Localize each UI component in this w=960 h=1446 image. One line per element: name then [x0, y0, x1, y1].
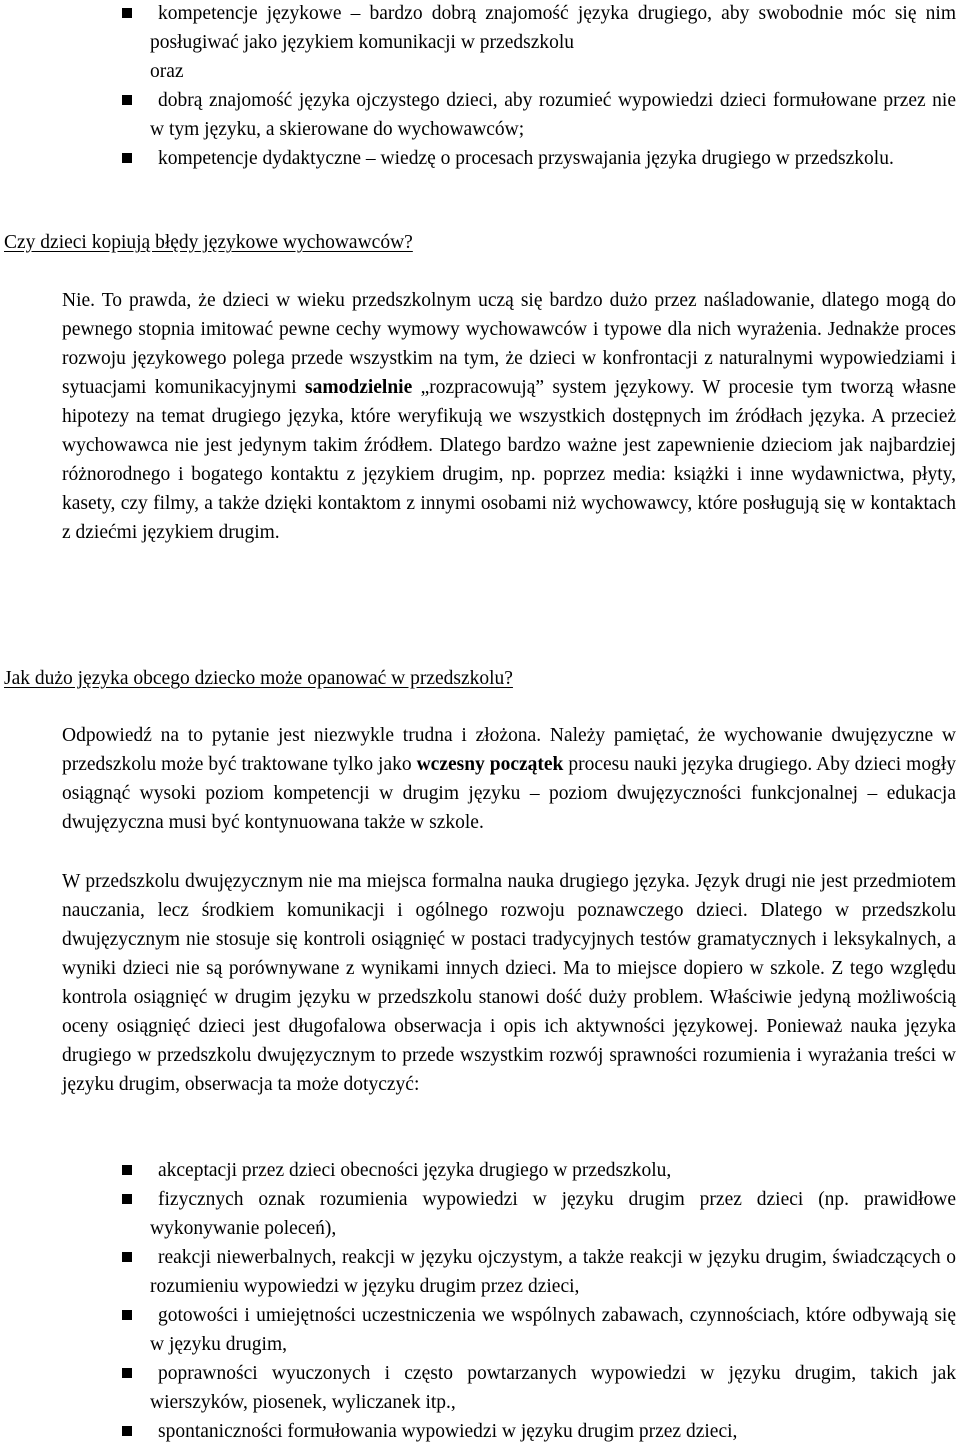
square-bullet-icon	[122, 8, 132, 18]
list-item: dobrą znajomość języka ojczystego dzieci, aby rozumieć wypowiedzi dzieci formułowane przez nie w tym języku, a skierowane do wychowawców;	[0, 86, 960, 144]
list-item: fizycznych oznak rozumienia wypowiedzi w języku drugim przez dzieci (np. prawidłowe wykonywanie poleceń),	[0, 1185, 960, 1243]
list-item: kompetencje językowe – bardzo dobrą znajomość języka drugiego, aby swobodnie móc się nim posługiwać jako językiem komunikacji w przedszkolu	[0, 0, 960, 57]
square-bullet-icon	[122, 95, 132, 105]
square-bullet-icon	[122, 1368, 132, 1378]
list-item: kompetencje dydaktyczne – wiedzę o procesach przyswajania języka drugiego w przedszkolu.	[0, 144, 960, 173]
section-heading: Czy dzieci kopiują błędy językowe wychowawców?	[4, 232, 413, 253]
square-bullet-icon	[122, 1194, 132, 1204]
square-bullet-icon	[122, 1426, 132, 1436]
section-heading: Jak dużo języka obcego dziecko może opanować w przedszkolu?	[4, 668, 513, 689]
list-item: gotowości i umiejętności uczestniczenia we wspólnych zabawach, czynnościach, które odbywają się w języku drugim,	[0, 1301, 960, 1359]
answer-paragraph: Nie. To prawda, że dzieci w wieku przedszkolnym uczą się bardzo dużo przez naśladowanie, dlatego mogą do pewnego stopnia imitować pewne cechy wymowy wychowawców i typowe dla nich wyrażenia. Jednakże proces rozwoju językowego polega przede wszystkim na tym, że dzieci w konfrontacji z naturalnymi wypowiedziami i sytuacjami komunikacyjnymi samodzielnie „rozpracowują” system językowy. W procesie tym tworzą własne hipotezy na temat drugiego języka, które weryfikują we wszystkich dostępnych im źródłach języka. A przecież wychowawca nie jest jedynym takim źródłem. Dlatego bardzo ważne jest zapewnienie dzieciom jak najbardziej różnorodnego i bogatego kontaktu z językiem drugim, np. poprzez media: książki i inne wydawnictwa, płyty, kasety, czy filmy, a także dzięki kontaktom z innymi osobami niż wychowawcy, które posługują się w kontaktach z dziećmi językiem drugim.	[62, 290, 956, 543]
emphasis-text: wczesny początek	[416, 754, 564, 775]
square-bullet-icon	[122, 1310, 132, 1320]
list-item: poprawności wyuczonych i często powtarzanych wypowiedzi w języku drugim, takich jak wierszyków, piosenek, wyliczanek itp.,	[0, 1359, 960, 1417]
emphasis-text: samodzielnie	[305, 377, 413, 398]
list-item: reakcji niewerbalnych, reakcji w języku ojczystym, a także reakcji w języku drugim, świadczących o rozumieniu wypowiedzi w języku drugim przez dzieci,	[0, 1243, 960, 1301]
list-item: oraz	[150, 61, 184, 82]
list-item: akceptacji przez dzieci obecności języka drugiego w przedszkolu,	[0, 1156, 960, 1185]
body-paragraph: W przedszkolu dwujęzycznym nie ma miejsca formalna nauka drugiego języka. Język drugi nie jest przedmiotem nauczania, lecz środkiem komunikacji i ogólnego rozwoju poznawczego dzieci. Dlatego w przedszkolu dwujęzycznym nie stosuje się kontroli osiągnięć w postaci tradycyjnych testów gramatycznych i leksykalnych, a wyniki dzieci nie są porównywane z wynikami innych dzieci. Ma to miejsce dopiero w szkole. Z tego względu kontrola osiągnięć w drugim języku w przedszkolu stanowi dość duży problem. Właściwie jedyną możliwością oceny osiągnięć dzieci jest długofalowa obserwacja i opis ich aktywności językowej. Ponieważ nauka języka drugiego w przedszkolu dwujęzycznym to przede wszystkim rozwój sprawności rozumienia i wyrażania treści w języku drugim, obserwacja ta może dotyczyć:	[62, 871, 956, 1095]
square-bullet-icon	[122, 153, 132, 163]
answer-paragraph: Odpowiedź na to pytanie jest niezwykle trudna i złożona. Należy pamiętać, że wychowanie dwujęzyczne w przedszkolu może być traktowane tylko jako wczesny początek procesu nauki języka drugiego. Aby dzieci mogły osiągnąć wysoki poziom kompetencji w drugim języku – poziom dwujęzyczności funkcjonalnej – edukacja dwujęzyczna musi być kontynuowana także w szkole.	[62, 725, 956, 833]
competencies-list	[0, 0, 960, 173]
observation-list	[0, 1156, 960, 1446]
square-bullet-icon	[122, 1165, 132, 1175]
square-bullet-icon	[122, 1252, 132, 1262]
list-item: spontaniczności formułowania wypowiedzi w języku drugim przez dzieci,	[0, 1417, 960, 1446]
